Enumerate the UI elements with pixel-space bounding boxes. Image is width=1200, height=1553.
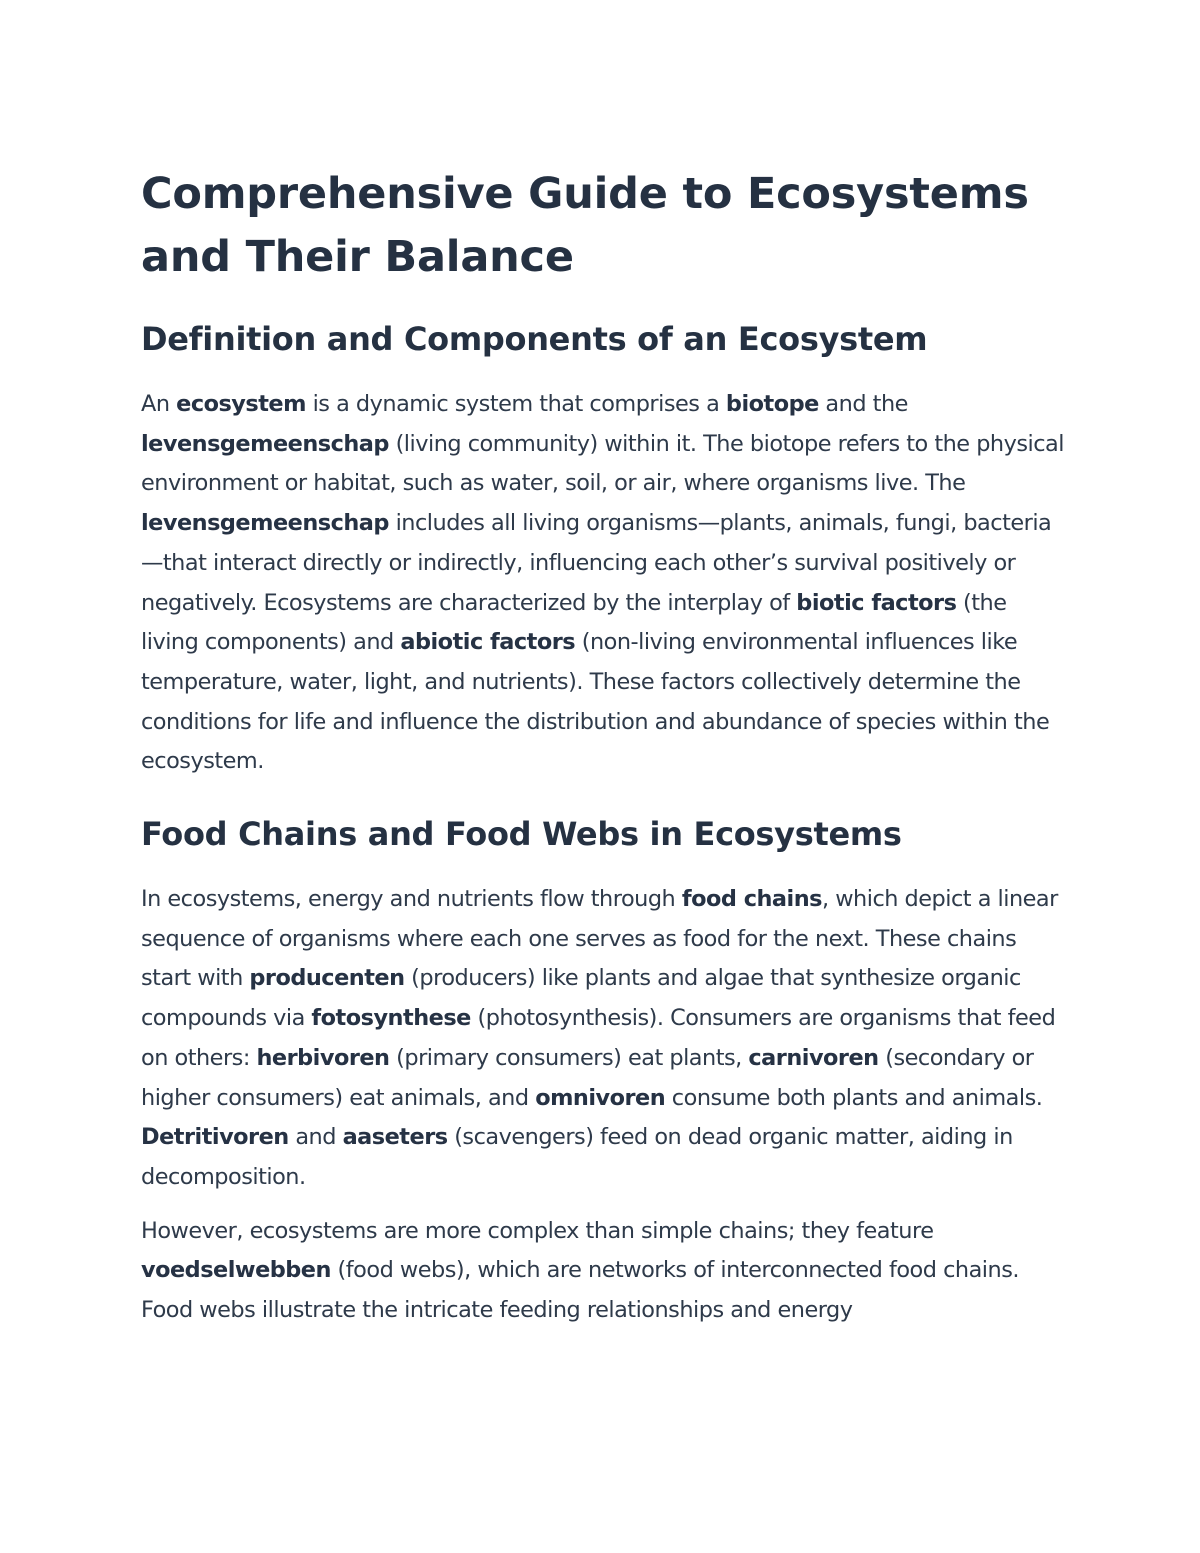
paragraph-definition [141, 385, 1066, 782]
text-segment: includes all living organisms—plants, animals, fungi, bacteria—that interact directly or indirectly, influencing each other’s survival positively or negatively. Ecosystems are characterized by the interplay of [141, 510, 1052, 616]
text-segment: is a dynamic system that comprises a [305, 391, 726, 417]
text-segment: (primary consumers) eat plants, [389, 1044, 749, 1071]
bold-term-producenten: producenten [249, 965, 405, 992]
text-segment: (non-living environmental influences like temperature, water, light, and nutrients). These factors collectively determine the conditions for life and influence the distribution and abundance of species within the ecosystem. [141, 629, 1050, 775]
bold-term-aaseters: aaseters [342, 1124, 448, 1151]
bold-term-biotope: biotope [725, 391, 819, 417]
bold-term-detritivoren: Detritivoren [141, 1124, 289, 1151]
bold-term-abiotic-factors: abiotic factors [400, 629, 576, 656]
text-segment: (food webs), which are networks of interconnected food chains. Food webs illustrate the intricate feeding relationships and energy [141, 1257, 1019, 1324]
document-page [141, 163, 1066, 1361]
paragraph-food-chains [141, 880, 1066, 1198]
text-segment: However, ecosystems are more complex than simple chains; they feature [141, 1217, 934, 1244]
text-segment: and the [818, 391, 908, 417]
bold-term-fotosynthese: fotosynthese [311, 1005, 471, 1032]
bold-term-omnivoren: omnivoren [535, 1084, 666, 1111]
paragraph-food-webs [141, 1212, 1066, 1331]
text-segment: An [141, 391, 177, 417]
text-segment: (secondary or higher consumers) eat animals, and [141, 1044, 1034, 1111]
section-heading-definition: Definition and Components of an Ecosystem [141, 320, 928, 358]
document-title: Comprehensive Guide to Ecosystems and Their Balance [141, 169, 1029, 282]
bold-term-levensgemeenschap: levensgemeenschap [141, 510, 389, 537]
bold-term-ecosystem: ecosystem [176, 391, 306, 417]
bold-term-carnivoren: carnivoren [748, 1044, 879, 1071]
bold-term-food-chains: food chains [681, 886, 822, 913]
bold-term-voedselwebben: voedselwebben [141, 1257, 331, 1284]
text-segment: , which depict a linear sequence of organisms where each one serves as food for the next. These chains start with [141, 886, 1058, 992]
text-segment: (producers) like plants and algae that synthesize organic compounds via [141, 965, 1021, 1032]
bold-term-herbivoren: herbivoren [256, 1044, 390, 1071]
bold-term-levensgemeenschap: levensgemeenschap [141, 430, 389, 457]
text-segment: (scavengers) feed on dead organic matter, aiding in decomposition. [141, 1124, 1013, 1190]
text-segment: consume both plants and animals. [665, 1084, 1043, 1111]
section-heading-food-chains: Food Chains and Food Webs in Ecosystems [141, 815, 902, 854]
text-segment: and [288, 1124, 343, 1151]
text-segment: (photosynthesis). Consumers are organisms that feed on others: [141, 1005, 1056, 1071]
text-segment: (the living components) and [141, 589, 1007, 656]
text-segment: In ecosystems, energy and nutrients flow through [141, 886, 682, 913]
text-segment: (living community) within it. The biotope refers to the physical environment or habitat, such as water, soil, or air, where organisms live. The [141, 430, 1064, 497]
bold-term-biotic-factors: biotic factors [796, 589, 957, 616]
